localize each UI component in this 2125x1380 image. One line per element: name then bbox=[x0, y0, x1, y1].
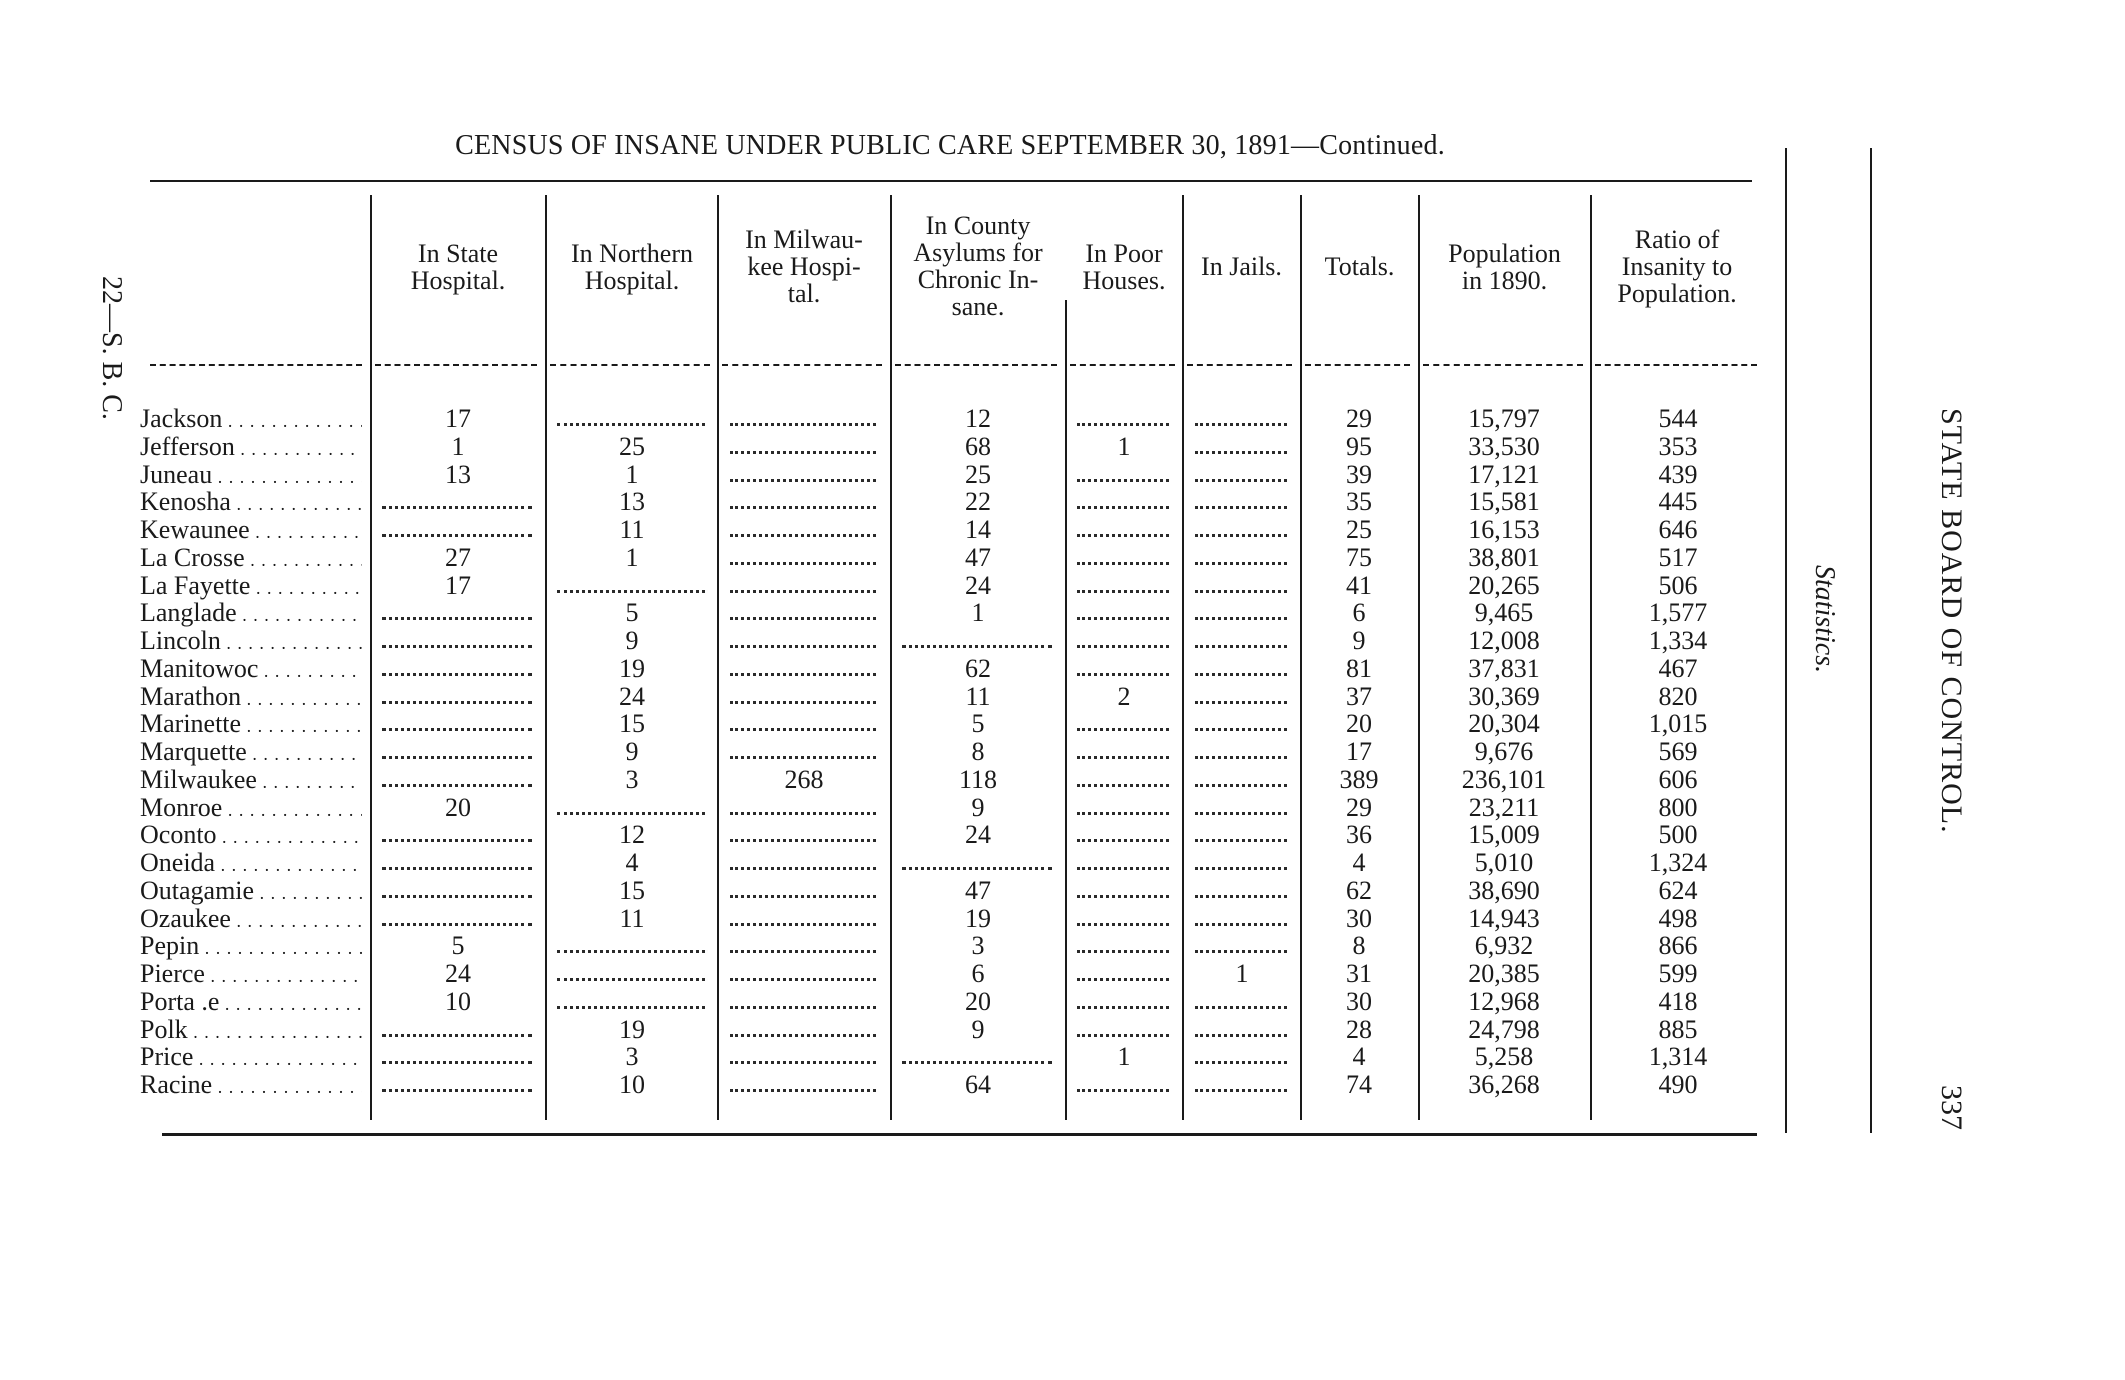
cell-northern: 9 bbox=[625, 626, 639, 655]
empty-leader-dots bbox=[1195, 1061, 1287, 1064]
cell-county-asylum: 3 bbox=[971, 931, 985, 960]
empty-leader-dots bbox=[730, 812, 876, 815]
cell-ratio: 500 bbox=[1658, 820, 1698, 849]
header-population-1890: Population in 1890. bbox=[1448, 239, 1561, 295]
empty-leader-dots bbox=[382, 673, 532, 676]
cell-totals: 81 bbox=[1346, 654, 1372, 683]
empty-leader-dots bbox=[1077, 978, 1169, 981]
empty-leader-dots bbox=[730, 1034, 876, 1037]
cell-county-asylum: 8 bbox=[971, 737, 985, 766]
cell-northern: 19 bbox=[619, 654, 645, 683]
empty-leader-dots bbox=[902, 867, 1052, 870]
cell-state: 17 bbox=[445, 571, 471, 600]
county-name: Price . . . bbox=[140, 1043, 362, 1071]
empty-leader-dots bbox=[730, 701, 876, 704]
cell-county-asylum: 5 bbox=[971, 709, 985, 738]
cell-county-asylum: 20 bbox=[965, 987, 991, 1016]
empty-leader-dots bbox=[730, 923, 876, 926]
rule-after-totals bbox=[1418, 195, 1420, 1120]
cell-county-asylum: 118 bbox=[958, 765, 998, 794]
cell-totals: 29 bbox=[1346, 404, 1372, 433]
empty-leader-dots bbox=[382, 923, 532, 926]
empty-leader-dots bbox=[1195, 1034, 1287, 1037]
empty-leader-dots bbox=[1195, 423, 1287, 426]
cell-county-asylum: 19 bbox=[965, 904, 991, 933]
empty-leader-dots bbox=[557, 423, 705, 426]
empty-leader-dots bbox=[1077, 1006, 1169, 1009]
empty-leader-dots bbox=[1195, 812, 1287, 815]
rule-after-jails bbox=[1300, 195, 1302, 1120]
cell-state: 10 bbox=[445, 987, 471, 1016]
header-in-poor-houses: In Poor Houses. bbox=[1082, 239, 1166, 295]
cell-poor: 1 bbox=[1117, 432, 1131, 461]
empty-leader-dots bbox=[1195, 617, 1287, 620]
cell-northern: 24 bbox=[619, 682, 645, 711]
county-name: Jefferson . . . bbox=[140, 433, 362, 461]
empty-leader-dots bbox=[1077, 479, 1169, 482]
cell-ratio: 1,314 bbox=[1648, 1042, 1708, 1071]
county-name: Kewaunee . . . bbox=[140, 516, 362, 544]
empty-leader-dots bbox=[730, 756, 876, 759]
empty-leader-dots bbox=[730, 423, 876, 426]
cell-population: 6,932 bbox=[1474, 931, 1534, 960]
empty-leader-dots bbox=[730, 673, 876, 676]
empty-leader-dots bbox=[1077, 617, 1169, 620]
empty-leader-dots bbox=[1077, 506, 1169, 509]
running-header: STATE BOARD OF CONTROL. bbox=[1935, 408, 1968, 834]
cell-ratio: 1,577 bbox=[1648, 598, 1708, 627]
cell-totals: 6 bbox=[1352, 598, 1366, 627]
cell-totals: 20 bbox=[1346, 709, 1372, 738]
cell-population: 17,121 bbox=[1468, 460, 1540, 489]
empty-leader-dots bbox=[1195, 645, 1287, 648]
header-in-state-hospital: In State Hospital. bbox=[410, 239, 506, 295]
cell-northern: 4 bbox=[625, 848, 639, 877]
empty-leader-dots bbox=[730, 839, 876, 842]
cell-county-asylum: 9 bbox=[971, 1015, 985, 1044]
empty-leader-dots bbox=[1195, 923, 1287, 926]
cell-county-asylum: 25 bbox=[965, 460, 991, 489]
empty-leader-dots bbox=[382, 784, 532, 787]
cell-ratio: 498 bbox=[1658, 904, 1698, 933]
cell-ratio: 599 bbox=[1658, 959, 1698, 988]
cell-milwaukee: 268 bbox=[784, 765, 824, 794]
header-rule-ratio bbox=[1595, 364, 1757, 366]
cell-population: 20,304 bbox=[1468, 709, 1540, 738]
cell-totals: 8 bbox=[1352, 931, 1366, 960]
header-in-northern-hospital: In Northern Hospital. bbox=[570, 239, 693, 295]
cell-population: 14,943 bbox=[1468, 904, 1540, 933]
rule-after-northern bbox=[717, 195, 719, 1120]
cell-northern: 1 bbox=[625, 543, 639, 572]
empty-leader-dots bbox=[1077, 923, 1169, 926]
cell-northern: 11 bbox=[619, 904, 645, 933]
empty-leader-dots bbox=[1077, 673, 1169, 676]
county-name: Marquette . . . bbox=[140, 738, 362, 766]
cell-northern: 19 bbox=[619, 1015, 645, 1044]
header-ratio-insanity: Ratio of Insanity to Population. bbox=[1617, 225, 1737, 308]
empty-leader-dots bbox=[730, 590, 876, 593]
cell-population: 12,968 bbox=[1468, 987, 1540, 1016]
header-rule-asylums bbox=[895, 364, 1057, 366]
cell-ratio: 569 bbox=[1658, 737, 1698, 766]
empty-leader-dots bbox=[382, 728, 532, 731]
cell-totals: 75 bbox=[1346, 543, 1372, 572]
county-name: Racine . . . bbox=[140, 1071, 362, 1099]
empty-leader-dots bbox=[1077, 728, 1169, 731]
empty-leader-dots bbox=[730, 451, 876, 454]
empty-leader-dots bbox=[382, 1061, 532, 1064]
empty-leader-dots bbox=[730, 895, 876, 898]
county-name: Lincoln . . . bbox=[140, 627, 362, 655]
empty-leader-dots bbox=[1077, 423, 1169, 426]
empty-leader-dots bbox=[1077, 784, 1169, 787]
cell-northern: 10 bbox=[619, 1070, 645, 1099]
cell-ratio: 624 bbox=[1658, 876, 1698, 905]
empty-leader-dots bbox=[1195, 728, 1287, 731]
cell-population: 236,101 bbox=[1461, 765, 1547, 794]
cell-ratio: 1,015 bbox=[1648, 709, 1708, 738]
cell-population: 30,369 bbox=[1468, 682, 1540, 711]
cell-northern: 1 bbox=[625, 460, 639, 489]
cell-ratio: 800 bbox=[1658, 793, 1698, 822]
cell-population: 16,153 bbox=[1468, 515, 1540, 544]
empty-leader-dots bbox=[1077, 839, 1169, 842]
cell-totals: 29 bbox=[1346, 793, 1372, 822]
cell-ratio: 544 bbox=[1658, 404, 1698, 433]
cell-ratio: 353 bbox=[1658, 432, 1698, 461]
cell-totals: 36 bbox=[1346, 820, 1372, 849]
empty-leader-dots bbox=[1195, 784, 1287, 787]
cell-county-asylum: 62 bbox=[965, 654, 991, 683]
rule-after-county bbox=[370, 195, 372, 1120]
cell-county-asylum: 47 bbox=[965, 876, 991, 905]
empty-leader-dots bbox=[1195, 895, 1287, 898]
county-name: Langlade . . . bbox=[140, 599, 362, 627]
cell-northern: 12 bbox=[619, 820, 645, 849]
county-name: Juneau . . . bbox=[140, 461, 362, 489]
header-rule-milwaukee bbox=[722, 364, 882, 366]
empty-leader-dots bbox=[557, 1006, 705, 1009]
cell-population: 15,009 bbox=[1468, 820, 1540, 849]
county-name: La Fayette . . . bbox=[140, 572, 362, 600]
county-name: Oneida . . . bbox=[140, 849, 362, 877]
cell-county-asylum: 47 bbox=[965, 543, 991, 572]
empty-leader-dots bbox=[1195, 562, 1287, 565]
empty-leader-dots bbox=[730, 617, 876, 620]
cell-population: 15,797 bbox=[1468, 404, 1540, 433]
table-bottom-rule bbox=[162, 1133, 1757, 1136]
page-number: 337 bbox=[1935, 1085, 1968, 1130]
empty-leader-dots bbox=[557, 950, 705, 953]
cell-state: 27 bbox=[445, 543, 471, 572]
page-title: CENSUS OF INSANE UNDER PUBLIC CARE SEPTEMBER 30, 1891—Continued. bbox=[455, 130, 1445, 161]
empty-leader-dots bbox=[1195, 950, 1287, 953]
empty-leader-dots bbox=[557, 812, 705, 815]
empty-leader-dots bbox=[382, 617, 532, 620]
cell-county-asylum: 14 bbox=[965, 515, 991, 544]
left-margin-signature: 22—S. B. C. bbox=[96, 276, 127, 420]
empty-leader-dots bbox=[1195, 867, 1287, 870]
county-name: Polk . . . bbox=[140, 1016, 362, 1044]
header-rule-totals bbox=[1305, 364, 1410, 366]
county-name: Kenosha . . . bbox=[140, 488, 362, 516]
table-top-rule bbox=[150, 180, 1752, 182]
county-name: Marathon . . . bbox=[140, 683, 362, 711]
empty-leader-dots bbox=[382, 1034, 532, 1037]
empty-leader-dots bbox=[382, 895, 532, 898]
cell-state: 1 bbox=[451, 432, 465, 461]
cell-population: 38,801 bbox=[1468, 543, 1540, 572]
cell-totals: 25 bbox=[1346, 515, 1372, 544]
county-name: Milwaukee . . . bbox=[140, 766, 362, 794]
header-rule-northern bbox=[550, 364, 710, 366]
cell-population: 33,530 bbox=[1468, 432, 1540, 461]
empty-leader-dots bbox=[557, 978, 705, 981]
cell-ratio: 445 bbox=[1658, 487, 1698, 516]
empty-leader-dots bbox=[730, 978, 876, 981]
empty-leader-dots bbox=[382, 1089, 532, 1092]
empty-leader-dots bbox=[730, 562, 876, 565]
cell-ratio: 517 bbox=[1658, 543, 1698, 572]
cell-northern: 5 bbox=[625, 598, 639, 627]
empty-leader-dots bbox=[1077, 895, 1169, 898]
rule-after-state bbox=[545, 195, 547, 1120]
cell-ratio: 820 bbox=[1658, 682, 1698, 711]
cell-jails: 1 bbox=[1235, 959, 1249, 988]
header-in-jails: In Jails. bbox=[1201, 252, 1282, 281]
cell-population: 9,676 bbox=[1474, 737, 1534, 766]
cell-ratio: 418 bbox=[1658, 987, 1698, 1016]
cell-population: 12,008 bbox=[1468, 626, 1540, 655]
cell-totals: 9 bbox=[1352, 626, 1366, 655]
cell-county-asylum: 24 bbox=[965, 820, 991, 849]
cell-totals: 4 bbox=[1352, 1042, 1366, 1071]
cell-northern: 25 bbox=[619, 432, 645, 461]
side-rule-inner bbox=[1785, 148, 1787, 1133]
empty-leader-dots bbox=[382, 867, 532, 870]
county-name: La Crosse . . . bbox=[140, 544, 362, 572]
cell-totals: 62 bbox=[1346, 876, 1372, 905]
cell-state: 24 bbox=[445, 959, 471, 988]
empty-leader-dots bbox=[1195, 506, 1287, 509]
cell-totals: 389 bbox=[1339, 765, 1379, 794]
empty-leader-dots bbox=[1195, 590, 1287, 593]
side-rule-outer bbox=[1870, 148, 1872, 1133]
empty-leader-dots bbox=[902, 1061, 1052, 1064]
cell-totals: 28 bbox=[1346, 1015, 1372, 1044]
cell-ratio: 439 bbox=[1658, 460, 1698, 489]
cell-county-asylum: 64 bbox=[965, 1070, 991, 1099]
section-label: Statistics. bbox=[1809, 565, 1840, 674]
empty-leader-dots bbox=[730, 1061, 876, 1064]
cell-totals: 30 bbox=[1346, 904, 1372, 933]
empty-leader-dots bbox=[1077, 1089, 1169, 1092]
county-name: Oconto . . . bbox=[140, 821, 362, 849]
empty-leader-dots bbox=[730, 867, 876, 870]
cell-totals: 4 bbox=[1352, 848, 1366, 877]
cell-county-asylum: 1 bbox=[971, 598, 985, 627]
empty-leader-dots bbox=[730, 1006, 876, 1009]
county-name: Monroe . . . bbox=[140, 794, 362, 822]
cell-ratio: 866 bbox=[1658, 931, 1698, 960]
cell-state: 20 bbox=[445, 793, 471, 822]
empty-leader-dots bbox=[730, 479, 876, 482]
cell-population: 36,268 bbox=[1468, 1070, 1540, 1099]
cell-northern: 13 bbox=[619, 487, 645, 516]
cell-county-asylum: 68 bbox=[965, 432, 991, 461]
cell-northern: 3 bbox=[625, 765, 639, 794]
cell-population: 15,581 bbox=[1468, 487, 1540, 516]
header-in-milwaukee-hospital: In Milwau- kee Hospi- tal. bbox=[745, 225, 863, 308]
empty-leader-dots bbox=[1195, 839, 1287, 842]
rule-after-poor bbox=[1182, 195, 1184, 1120]
empty-leader-dots bbox=[557, 590, 705, 593]
empty-leader-dots bbox=[1195, 1089, 1287, 1092]
cell-population: 9,465 bbox=[1474, 598, 1534, 627]
cell-population: 20,385 bbox=[1468, 959, 1540, 988]
empty-leader-dots bbox=[1077, 562, 1169, 565]
cell-totals: 17 bbox=[1346, 737, 1372, 766]
county-name: Ozaukee . . . bbox=[140, 905, 362, 933]
header-totals: Totals. bbox=[1324, 252, 1395, 281]
empty-leader-dots bbox=[1195, 673, 1287, 676]
cell-totals: 37 bbox=[1346, 682, 1372, 711]
county-name: Pierce . . . bbox=[140, 960, 362, 988]
county-name: Porta .e . . . bbox=[140, 988, 362, 1016]
header-rule-state bbox=[375, 364, 537, 366]
cell-poor: 2 bbox=[1117, 682, 1131, 711]
cell-totals: 39 bbox=[1346, 460, 1372, 489]
cell-ratio: 1,334 bbox=[1648, 626, 1708, 655]
cell-totals: 41 bbox=[1346, 571, 1372, 600]
cell-totals: 95 bbox=[1346, 432, 1372, 461]
empty-leader-dots bbox=[382, 839, 532, 842]
cell-ratio: 646 bbox=[1658, 515, 1698, 544]
header-in-county-asylums: In County Asylums for Chronic In- sane. bbox=[913, 211, 1043, 321]
county-name: Marinette . . . bbox=[140, 710, 362, 738]
empty-leader-dots bbox=[730, 950, 876, 953]
empty-leader-dots bbox=[1077, 950, 1169, 953]
cell-totals: 31 bbox=[1346, 959, 1372, 988]
cell-population: 5,258 bbox=[1474, 1042, 1534, 1071]
empty-leader-dots bbox=[382, 701, 532, 704]
cell-state: 5 bbox=[451, 931, 465, 960]
cell-population: 38,690 bbox=[1468, 876, 1540, 905]
cell-totals: 74 bbox=[1346, 1070, 1372, 1099]
cell-state: 13 bbox=[445, 460, 471, 489]
cell-ratio: 1,324 bbox=[1648, 848, 1708, 877]
empty-leader-dots bbox=[1077, 1034, 1169, 1037]
empty-leader-dots bbox=[1077, 812, 1169, 815]
empty-leader-dots bbox=[1195, 451, 1287, 454]
cell-totals: 30 bbox=[1346, 987, 1372, 1016]
cell-county-asylum: 24 bbox=[965, 571, 991, 600]
empty-leader-dots bbox=[730, 645, 876, 648]
cell-ratio: 885 bbox=[1658, 1015, 1698, 1044]
empty-leader-dots bbox=[1195, 756, 1287, 759]
empty-leader-dots bbox=[902, 645, 1052, 648]
cell-population: 24,798 bbox=[1468, 1015, 1540, 1044]
rule-after-milwaukee bbox=[890, 195, 892, 1120]
cell-ratio: 606 bbox=[1658, 765, 1698, 794]
header-rule-jails bbox=[1187, 364, 1292, 366]
county-name: Manitowoc . . . bbox=[140, 655, 362, 683]
header-rule-county bbox=[150, 364, 362, 366]
empty-leader-dots bbox=[1077, 534, 1169, 537]
cell-county-asylum: 6 bbox=[971, 959, 985, 988]
county-name: Pepin . . . bbox=[140, 932, 362, 960]
cell-totals: 35 bbox=[1346, 487, 1372, 516]
cell-ratio: 506 bbox=[1658, 571, 1698, 600]
header-rule-population bbox=[1423, 364, 1583, 366]
empty-leader-dots bbox=[382, 534, 532, 537]
empty-leader-dots bbox=[382, 506, 532, 509]
empty-leader-dots bbox=[1077, 756, 1169, 759]
empty-leader-dots bbox=[730, 534, 876, 537]
cell-population: 23,211 bbox=[1468, 793, 1540, 822]
empty-leader-dots bbox=[382, 756, 532, 759]
empty-leader-dots bbox=[1077, 645, 1169, 648]
cell-northern: 15 bbox=[619, 876, 645, 905]
empty-leader-dots bbox=[1195, 1006, 1287, 1009]
cell-state: 17 bbox=[445, 404, 471, 433]
cell-county-asylum: 9 bbox=[971, 793, 985, 822]
empty-leader-dots bbox=[730, 1089, 876, 1092]
cell-population: 20,265 bbox=[1468, 571, 1540, 600]
county-name: Outagamie . . . bbox=[140, 877, 362, 905]
empty-leader-dots bbox=[382, 645, 532, 648]
cell-ratio: 490 bbox=[1658, 1070, 1698, 1099]
cell-northern: 3 bbox=[625, 1042, 639, 1071]
cell-county-asylum: 11 bbox=[965, 682, 991, 711]
header-rule-poor bbox=[1070, 364, 1175, 366]
cell-population: 37,831 bbox=[1468, 654, 1540, 683]
cell-northern: 9 bbox=[625, 737, 639, 766]
rule-after-population bbox=[1590, 195, 1592, 1120]
empty-leader-dots bbox=[1077, 867, 1169, 870]
empty-leader-dots bbox=[730, 506, 876, 509]
empty-leader-dots bbox=[730, 728, 876, 731]
cell-northern: 15 bbox=[619, 709, 645, 738]
cell-county-asylum: 12 bbox=[965, 404, 991, 433]
empty-leader-dots bbox=[1195, 479, 1287, 482]
cell-poor: 1 bbox=[1117, 1042, 1131, 1071]
county-name: Jackson . . . bbox=[140, 405, 362, 433]
cell-county-asylum: 22 bbox=[965, 487, 991, 516]
cell-ratio: 467 bbox=[1658, 654, 1698, 683]
cell-population: 5,010 bbox=[1474, 848, 1534, 877]
empty-leader-dots bbox=[1195, 701, 1287, 704]
rule-after-asylums bbox=[1065, 300, 1067, 1120]
cell-northern: 11 bbox=[619, 515, 645, 544]
empty-leader-dots bbox=[1077, 590, 1169, 593]
empty-leader-dots bbox=[1195, 534, 1287, 537]
